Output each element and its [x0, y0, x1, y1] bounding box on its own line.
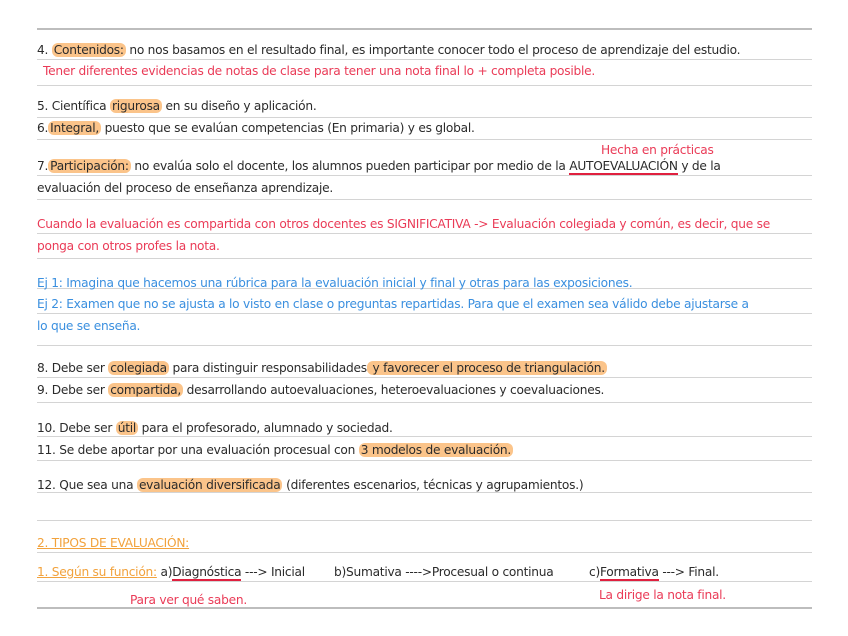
item-11-prefix: 11. Se debe aportar por una evaluación procesual con: [37, 443, 359, 457]
item-6-highlight: Integral,: [50, 121, 99, 135]
item-10-prefix: 10. Debe ser: [37, 421, 116, 435]
option-a-suffix: ---> Inicial: [241, 565, 305, 579]
item-4-number: 4.: [37, 43, 49, 57]
rule-line: [37, 460, 812, 461]
item-11: [37, 442, 513, 458]
rule-line: [37, 402, 812, 403]
rule-line: [37, 117, 812, 118]
item-5-text: en su diseño y aplicación.: [161, 99, 317, 113]
rule-line: [37, 233, 812, 234]
rule-line: [37, 313, 812, 314]
option-c-note: La dirige la nota final.: [599, 588, 726, 602]
item-7-highlight: Participación:: [50, 159, 129, 173]
item-7-text: no evalúa solo el docente, los alumnos pueden participar por medio de la: [130, 159, 570, 173]
item-4-note: Tener diferentes evidencias de notas de clase para tener una nota final lo + completa posible.: [43, 64, 595, 78]
item-6-text: puesto que se evalúan competencias (En primaria) y es global.: [100, 121, 475, 135]
option-c-suffix: ---> Final.: [658, 565, 719, 579]
rule-line: [37, 552, 812, 553]
item-12-highlight: evaluación diversificada: [138, 478, 281, 492]
rule-line: [37, 581, 812, 582]
item-8-highlight-2: y favorecer el proceso de triangulación.: [368, 361, 605, 375]
option-a-prefix: a): [156, 565, 173, 579]
item-11-highlight: 3 modelos de evaluación.: [360, 443, 511, 457]
rule-line: [37, 139, 812, 140]
section-2-title: 2. TIPOS DE EVALUACIÓN:: [37, 536, 190, 550]
item-7: [37, 158, 721, 174]
option-c-word: Formativa: [599, 565, 659, 579]
rule-line: [37, 377, 812, 378]
item-12-text: (diferentes escenarios, técnicas y agrupamientos.): [282, 478, 584, 492]
example-1: Ej 1: Imagina que hacemos una rúbrica para la evaluación inicial y final y otras para las exposiciones.: [37, 276, 633, 290]
item-12: [37, 477, 583, 493]
option-a-note: Para ver qué saben.: [130, 593, 247, 607]
item-5-prefix: 5. Científica: [37, 99, 111, 113]
rule-line: [37, 199, 812, 200]
item-9: [37, 382, 604, 398]
top-rule: [37, 28, 812, 30]
option-c-prefix: c): [589, 565, 600, 579]
item-5: [37, 98, 316, 114]
item-6-number: 6.: [37, 121, 49, 135]
item-9-prefix: 9. Debe ser: [37, 383, 109, 397]
item-7-underlined: AUTOEVALUACIÓN: [569, 159, 678, 173]
example-2-line1: Ej 2: Examen que no se ajusta a lo visto en clase o preguntas repartidas. Para que el examen sea válido debe ajustarse a: [37, 297, 749, 311]
item-10-text: para el profesorado, alumnado y sociedad.: [138, 421, 393, 435]
item-10-highlight: útil: [117, 421, 137, 435]
shared-evaluation-note-line2: ponga con otros profes la nota.: [37, 239, 220, 253]
example-2-line2: lo que se enseña.: [37, 319, 141, 333]
item-4: [37, 42, 740, 58]
rule-line: [37, 85, 812, 86]
item-9-text: desarrollando autoevaluaciones, heteroevaluaciones y coevaluaciones.: [182, 383, 605, 397]
item-7-after: y de la: [677, 159, 721, 173]
item-12-prefix: 12. Que sea una: [37, 478, 137, 492]
rule-line: [37, 175, 812, 176]
item-7-number: 7.: [37, 159, 49, 173]
item-7-line2: evaluación del proceso de enseñanza aprendizaje.: [37, 181, 333, 195]
item-8: [37, 360, 607, 376]
shared-evaluation-note-line1: Cuando la evaluación es compartida con otros docentes es SIGNIFICATIVA -> Evaluación colegiada y común, es decir, que se: [37, 217, 770, 231]
item-10: [37, 420, 393, 436]
item-9-highlight: compartida,: [110, 383, 181, 397]
function-label: 1. Según su función:: [37, 565, 157, 579]
item-4-text: no nos basamos en el resultado final, es importante conocer todo el proceso de aprendizaje del estudio.: [125, 43, 741, 57]
item-6: [37, 120, 475, 136]
item-7-note: Hecha en prácticas: [601, 143, 714, 157]
option-c: [589, 564, 719, 580]
item-8-prefix: 8. Debe ser: [37, 361, 109, 375]
rule-line: [37, 520, 812, 521]
rule-line: [37, 258, 812, 259]
option-b: b)Sumativa ---->Procesual o continua: [334, 565, 554, 579]
rule-line: [37, 345, 812, 346]
item-8-text: para distinguir responsabilidades: [168, 361, 367, 375]
rule-line: [37, 59, 812, 60]
item-4-highlight: Contenidos:: [53, 43, 124, 57]
rule-line: [37, 436, 812, 437]
item-5-highlight: rigurosa: [112, 99, 160, 113]
item-8-highlight: colegiada: [110, 361, 167, 375]
option-a-word: Diagnóstica: [172, 565, 242, 579]
function-row: [37, 564, 305, 580]
